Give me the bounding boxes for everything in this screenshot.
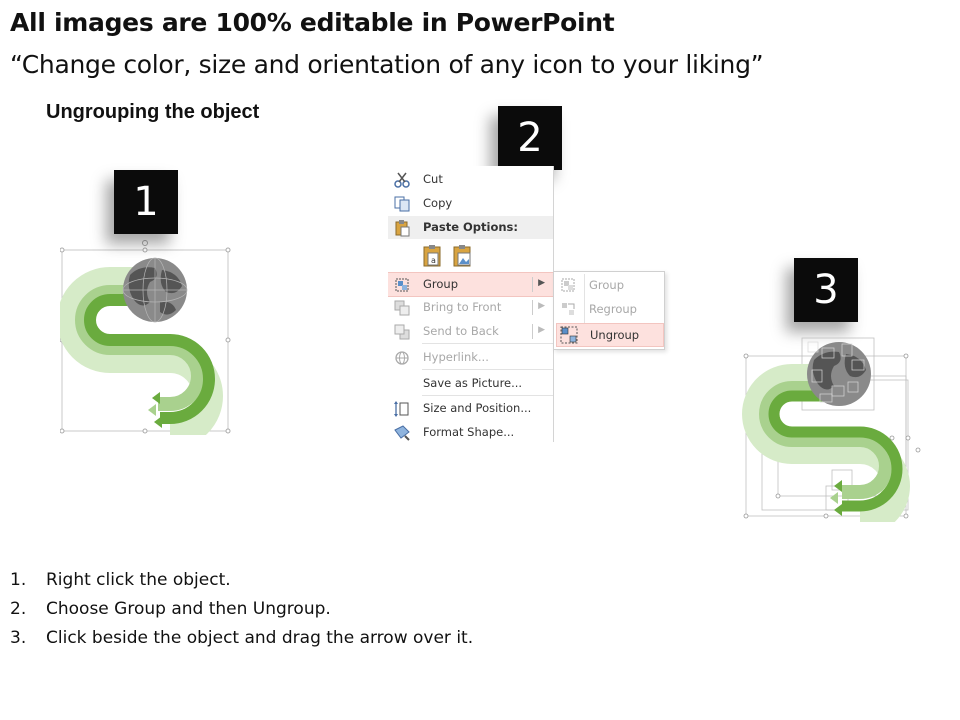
copy-icon — [393, 195, 411, 213]
menu-item-label: Size and Position... — [423, 401, 532, 415]
regroup-icon — [559, 300, 577, 318]
svg-text:a: a — [431, 256, 436, 265]
chevron-right-icon: ▶ — [538, 325, 545, 335]
size-position-icon — [393, 400, 411, 418]
menu-item-label: Group — [423, 277, 459, 291]
chevron-right-icon: ▶ — [538, 278, 545, 288]
grouped-object-graphic[interactable] — [60, 240, 232, 435]
menu-item-send-to-back[interactable] — [388, 320, 553, 343]
paste-picture-icon[interactable] — [452, 244, 474, 268]
send-to-back-icon — [393, 323, 411, 341]
paste-options-row — [388, 240, 553, 270]
submenu-item-group[interactable] — [556, 274, 662, 296]
instruction-number: 2. — [10, 599, 27, 619]
menu-item-label: Format Shape... — [423, 425, 515, 439]
format-shape-icon — [393, 424, 411, 442]
bring-to-front-icon — [393, 299, 411, 317]
menu-item-size-and-position[interactable] — [388, 397, 553, 420]
chevron-right-icon: ▶ — [538, 301, 545, 311]
menu-item-label: Cut — [423, 172, 443, 186]
s-arrow-graphic — [60, 240, 232, 435]
submenu-item-label: Group — [589, 278, 625, 292]
menu-item-label: Copy — [423, 196, 453, 210]
instruction-number: 3. — [10, 628, 27, 648]
instruction-item — [10, 570, 473, 599]
submenu-item-label: Regroup — [589, 302, 637, 316]
paste-keep-text-icon[interactable] — [422, 244, 444, 268]
menu-item-bring-to-front[interactable] — [388, 296, 553, 319]
hyperlink-icon — [393, 349, 411, 367]
submenu-item-ungroup[interactable] — [556, 323, 664, 347]
ungrouped-s-arrow-graphic — [742, 330, 922, 522]
ungrouped-object-graphic[interactable] — [742, 330, 922, 522]
menu-item-cut[interactable] — [388, 168, 553, 191]
instruction-item — [10, 599, 473, 628]
instruction-text: Choose Group and then Ungroup. — [46, 599, 331, 619]
menu-item-paste-options — [388, 216, 553, 239]
instruction-text: Click beside the object and drag the arrow over it. — [46, 628, 474, 648]
section-heading: Ungrouping the object — [46, 101, 260, 123]
submenu-item-label: Ungroup — [590, 328, 640, 342]
menu-item-label: Hyperlink... — [423, 350, 489, 364]
group-icon — [393, 276, 411, 294]
submenu-separator — [532, 300, 533, 315]
menu-item-label: Send to Back — [423, 324, 499, 338]
group-icon — [559, 276, 577, 294]
group-submenu — [553, 271, 665, 350]
instruction-number: 1. — [10, 570, 27, 590]
step-badge-1: 1 — [114, 170, 178, 234]
instruction-item — [10, 628, 473, 657]
menu-item-label: Save as Picture... — [423, 376, 523, 390]
instruction-text: Right click the object. — [46, 570, 231, 590]
menu-item-format-shape[interactable] — [388, 421, 553, 444]
menu-item-hyperlink[interactable] — [388, 346, 553, 369]
submenu-separator — [532, 277, 533, 292]
page-title: All images are 100% editable in PowerPoint — [10, 8, 615, 37]
page-subtitle: “Change color, size and orientation of any icon to your liking” — [10, 50, 764, 79]
menu-item-save-as-picture[interactable] — [388, 372, 553, 395]
menu-item-label: Bring to Front — [423, 300, 502, 314]
menu-item-group[interactable] — [388, 272, 553, 297]
clipboard-icon — [393, 219, 411, 237]
step-badge-2: 2 — [498, 106, 562, 170]
ungroup-icon — [560, 326, 578, 344]
submenu-item-regroup[interactable] — [556, 298, 662, 320]
step-badge-3: 3 — [794, 258, 858, 322]
context-menu — [388, 166, 554, 442]
menu-item-copy[interactable] — [388, 192, 553, 215]
menu-item-label: Paste Options: — [423, 220, 519, 234]
submenu-separator — [532, 324, 533, 339]
scissors-icon — [393, 171, 411, 189]
instructions-list — [10, 570, 473, 657]
